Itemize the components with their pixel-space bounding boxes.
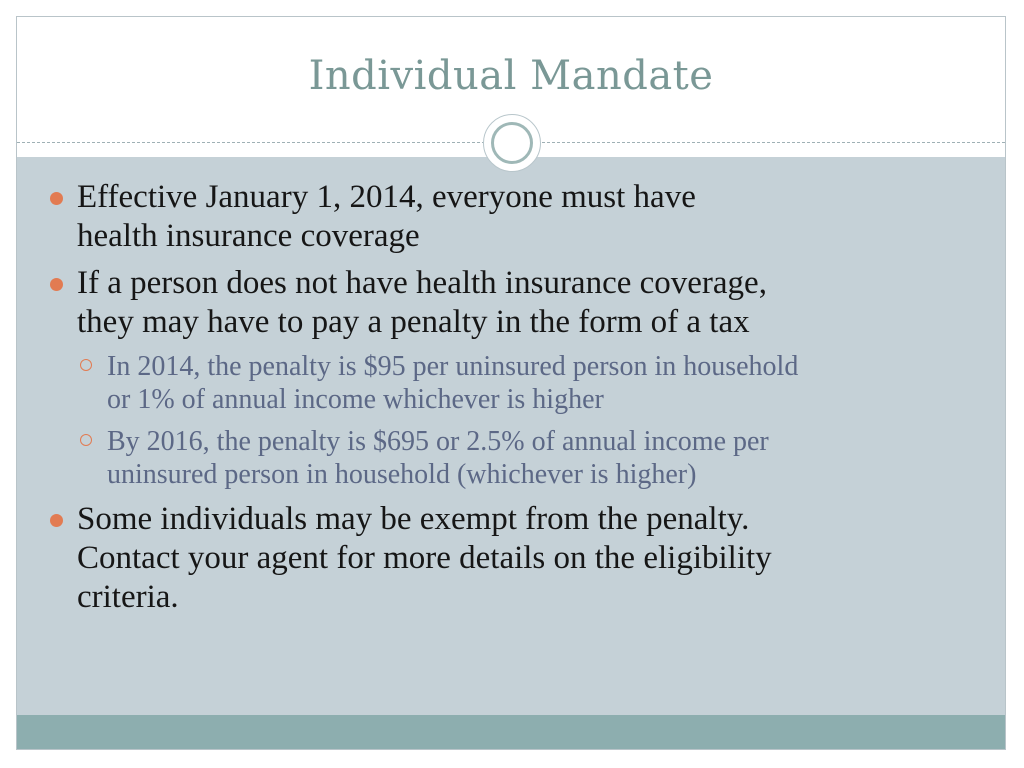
hollow-bullet-icon	[80, 359, 92, 371]
bullet-line: Contact your agent for more details on the eligibility	[77, 540, 772, 576]
ring-ornament-icon	[483, 114, 541, 172]
bullet-line: criteria.	[77, 579, 179, 615]
subbullet-item-2016-penalty	[45, 425, 995, 491]
bullet-line: Effective January 1, 2014, everyone must have	[77, 179, 696, 215]
hollow-bullet-icon	[80, 434, 92, 446]
bullet-item-exemptions	[45, 500, 995, 617]
slide-title: Individual Mandate	[308, 53, 714, 99]
bullet-dot-icon	[50, 192, 63, 205]
bullet-item-coverage-requirement	[45, 178, 995, 256]
bullet-list	[45, 178, 995, 625]
bullet-line: they may have to pay a penalty in the form of a tax	[77, 304, 750, 340]
subbullet-line: or 1% of annual income whichever is higher	[107, 384, 604, 415]
subbullet-line: In 2014, the penalty is $95 per uninsured person in household	[107, 351, 799, 382]
bullet-line: health insurance coverage	[77, 218, 420, 254]
bullet-line: If a person does not have health insurance coverage,	[77, 265, 767, 301]
bullet-item-penalty-tax	[45, 264, 995, 342]
bullet-line: Some individuals may be exempt from the penalty.	[77, 501, 750, 537]
subbullet-item-2014-penalty	[45, 350, 995, 416]
bullet-dot-icon	[50, 278, 63, 291]
subbullet-line: By 2016, the penalty is $695 or 2.5% of annual income per	[107, 426, 769, 457]
footer-bar	[17, 715, 1005, 750]
bullet-dot-icon	[50, 514, 63, 527]
slide	[16, 16, 1006, 750]
subbullet-line: uninsured person in household (whichever is higher)	[107, 459, 697, 490]
ring-ornament-inner	[491, 122, 533, 164]
